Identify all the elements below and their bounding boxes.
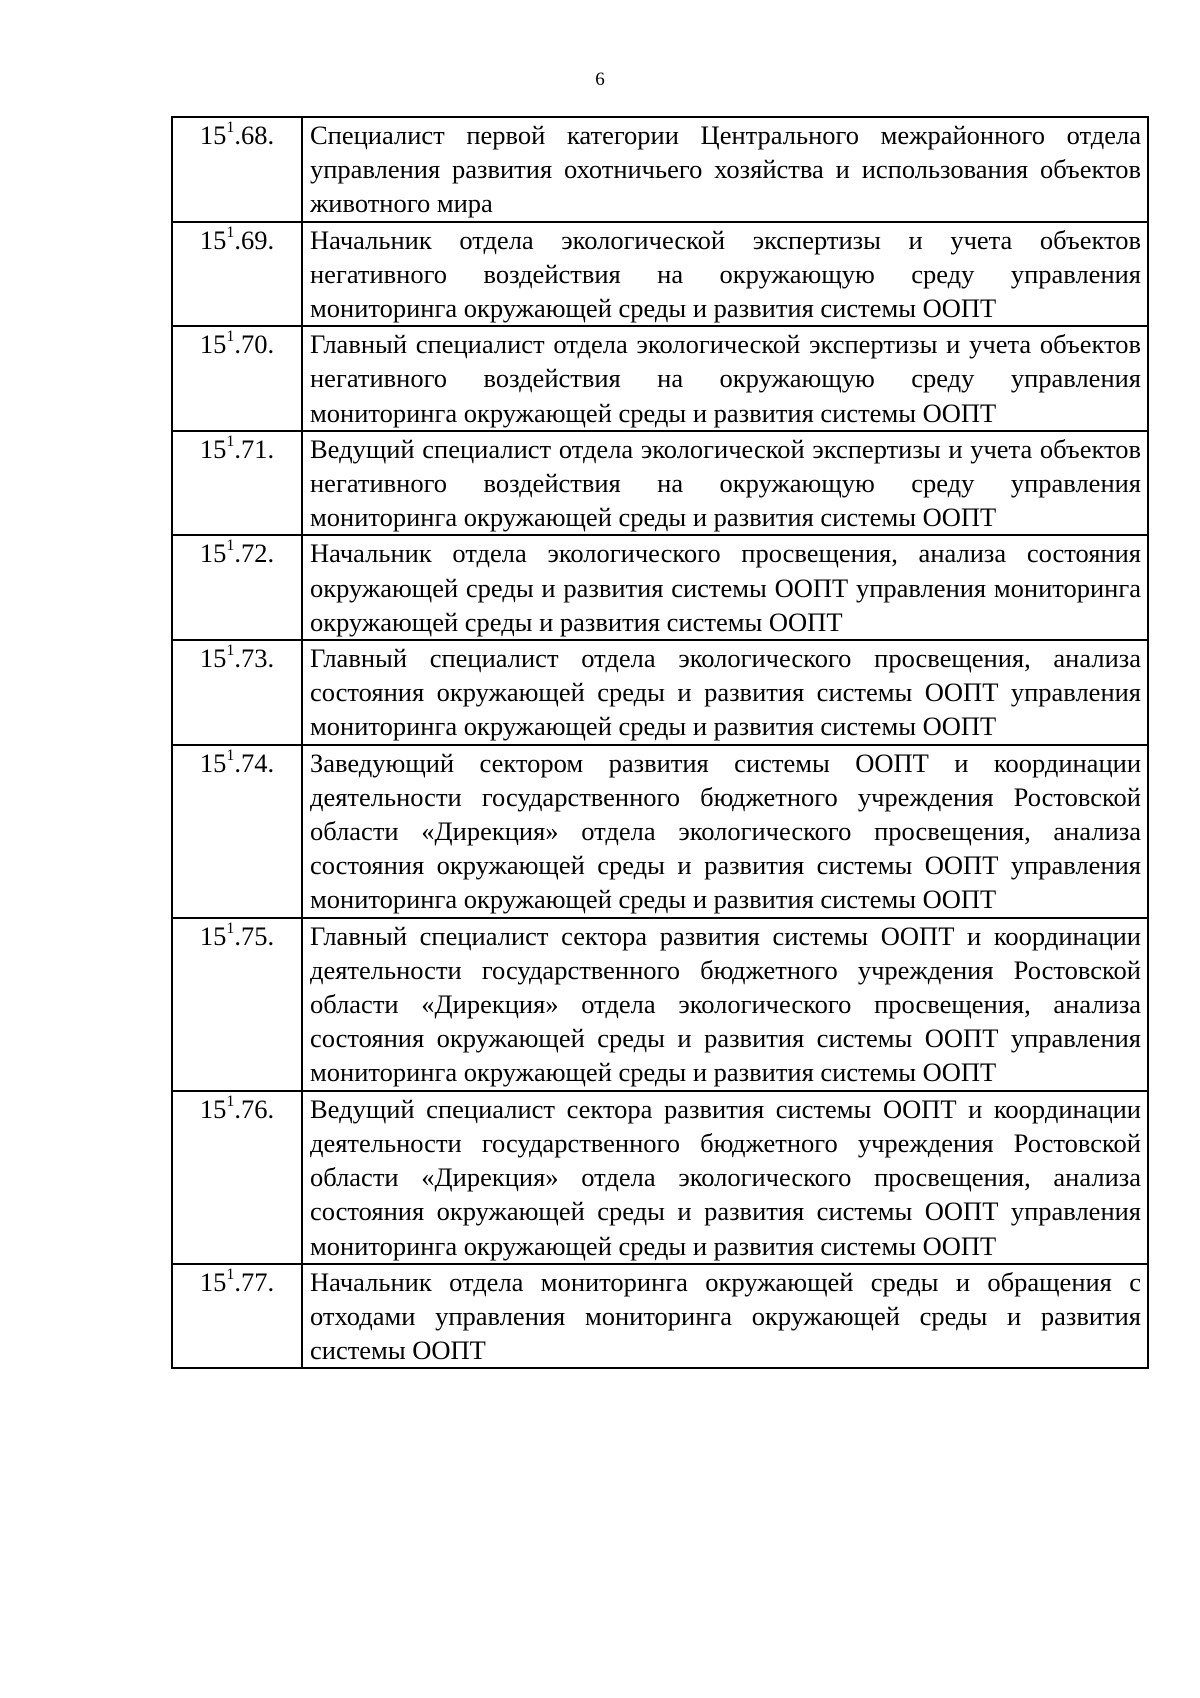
row-number-superscript: 1: [226, 328, 235, 346]
row-number-suffix: .70.: [234, 329, 275, 360]
row-number-main: 15: [199, 329, 227, 360]
row-number-superscript: 1: [226, 1092, 235, 1110]
row-number: [172, 1264, 302, 1369]
table-body: [172, 117, 1148, 1368]
row-number-superscript: 1: [226, 223, 235, 241]
row-number-suffix: .77.: [234, 1266, 275, 1297]
position-title: Специалист первой категории Центрального межрайонного отдела управления развития охотничьего хозяйства и использования объектов животного мира: [302, 117, 1148, 222]
table-row: [172, 222, 1148, 327]
table-row: [172, 431, 1148, 536]
table-row: [172, 640, 1148, 745]
position-title: Главный специалист отдела экологической экспертизы и учета объектов негативного воздействия на окружающую среду управления мониторинга окружающей среды и развития системы ООПТ: [302, 326, 1148, 431]
page-number: 6: [595, 69, 605, 90]
row-number-suffix: .71.: [234, 433, 275, 464]
row-number-suffix: .72.: [234, 538, 275, 569]
row-number-main: 15: [199, 920, 227, 951]
row-number-suffix: .76.: [234, 1093, 275, 1124]
table-row: [172, 745, 1148, 918]
position-title: Ведущий специалист сектора развития системы ООПТ и координации деятельности государственного бюджетного учреждения Ростовской области «Дирекция» отдела экологического просвещения, анализа состояния окружающей среды и развития системы ООПТ управления мониторинга окружающей среды и развития системы ООПТ: [302, 1091, 1148, 1264]
table-row: [172, 1091, 1148, 1264]
position-title: Главный специалист отдела экологического просвещения, анализа состояния окружающей среды и развития системы ООПТ управления мониторинга окружающей среды и развития системы ООПТ: [302, 640, 1148, 745]
row-number-main: 15: [199, 1266, 227, 1297]
row-number-main: 15: [199, 538, 227, 569]
row-number-main: 15: [199, 433, 227, 464]
row-number: [172, 1091, 302, 1264]
row-number-main: 15: [199, 643, 227, 674]
position-title: Начальник отдела экологического просвещения, анализа состояния окружающей среды и развития системы ООПТ управления мониторинга окружающей среды и развития системы ООПТ: [302, 535, 1148, 640]
row-number-superscript: 1: [226, 919, 235, 937]
row-number-superscript: 1: [226, 432, 235, 450]
table-row: [172, 918, 1148, 1091]
positions-table: [171, 116, 1149, 1369]
row-number-superscript: 1: [226, 746, 235, 764]
row-number: [172, 117, 302, 222]
row-number-superscript: 1: [226, 642, 235, 660]
position-title: Ведущий специалист отдела экологической экспертизы и учета объектов негативного воздействия на окружающую среду управления мониторинга окружающей среды и развития системы ООПТ: [302, 431, 1148, 536]
position-title: Заведующий сектором развития системы ООПТ и координации деятельности государственного бюджетного учреждения Ростовской области «Дирекция» отдела экологического просвещения, анализа состояния окружающей среды и развития системы ООПТ управления мониторинга окружающей среды и развития системы ООПТ: [302, 745, 1148, 918]
row-number: [172, 431, 302, 536]
row-number-main: 15: [199, 224, 227, 255]
row-number: [172, 535, 302, 640]
row-number: [172, 640, 302, 745]
row-number-main: 15: [199, 747, 227, 778]
row-number-suffix: .75.: [234, 920, 275, 951]
row-number-main: 15: [199, 120, 227, 150]
table-row: [172, 117, 1148, 222]
row-number-suffix: .73.: [234, 643, 275, 674]
table-row: [172, 535, 1148, 640]
row-number: [172, 222, 302, 327]
row-number-superscript: 1: [226, 119, 235, 136]
row-number: [172, 326, 302, 431]
row-number-main: 15: [199, 1093, 227, 1124]
row-number-suffix: .74.: [234, 747, 275, 778]
row-number: [172, 918, 302, 1091]
row-number-suffix: .69.: [234, 224, 275, 255]
row-number-suffix: .68.: [234, 120, 275, 150]
row-number-superscript: 1: [226, 1265, 235, 1283]
position-title: Главный специалист сектора развития системы ООПТ и координации деятельности государственного бюджетного учреждения Ростовской области «Дирекция» отдела экологического просвещения, анализа состояния окружающей среды и развития системы ООПТ управления мониторинга окружающей среды и развития системы ООПТ: [302, 918, 1148, 1091]
table-row: [172, 1264, 1148, 1369]
position-title: Начальник отдела мониторинга окружающей среды и обращения с отходами управления мониторинга окружающей среды и развития системы ООПТ: [302, 1264, 1148, 1369]
row-number-superscript: 1: [226, 537, 235, 555]
position-title: Начальник отдела экологической экспертизы и учета объектов негативного воздействия на окружающую среду управления мониторинга окружающей среды и развития системы ООПТ: [302, 222, 1148, 327]
table-row: [172, 326, 1148, 431]
row-number: [172, 745, 302, 918]
